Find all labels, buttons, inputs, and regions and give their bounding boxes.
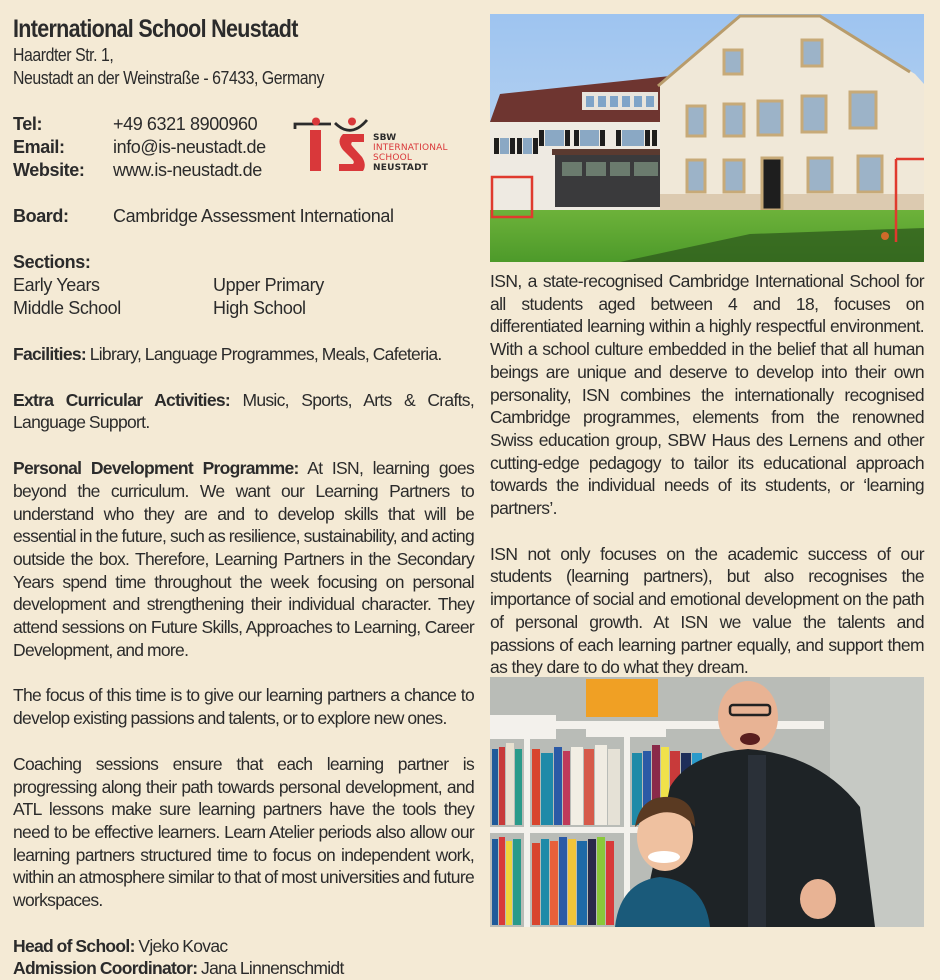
tel-value: +49 6321 8900960 xyxy=(113,114,258,134)
website-link[interactable]: www.is-neustadt.de xyxy=(113,160,262,180)
school-logo xyxy=(295,117,465,177)
coaching-paragraph: Coaching sessions ensure that each learning partner is progressing along their path towards personal development, and ATL lessons make sure learning partners have the tools they need to be effective learners. Learn Atelier periods also allow our learning partners structured time to focus on independent work, within an atmosphere similar to that of most universities and future workspaces. xyxy=(13,753,474,911)
section-item: High School xyxy=(213,298,306,318)
section-item: Middle School xyxy=(13,298,121,318)
building-image xyxy=(490,14,924,262)
section-item: Upper Primary xyxy=(213,275,324,295)
email-label: Email: xyxy=(13,137,65,157)
facilities-label: Facilities: xyxy=(13,344,87,364)
board-label: Board: xyxy=(13,206,69,226)
website-label: Website: xyxy=(13,160,85,180)
address-line-1: Haardter Str. 1, xyxy=(13,45,114,65)
head-of-school-value: Vjeko Kovac xyxy=(134,935,228,956)
logo-wordmark: SBW INTERNATIONAL SCHOOL NEUSTADT xyxy=(373,133,448,173)
section-item: Early Years xyxy=(13,275,100,295)
sections-heading: Sections: xyxy=(13,252,91,272)
facilities xyxy=(13,343,474,366)
staff-student-photo xyxy=(490,677,924,927)
school-info-column xyxy=(13,14,474,980)
contact-block xyxy=(13,113,474,182)
second-paragraph: ISN not only focuses on the academic success of our students (learning partners), but also recognises the importance of social and emotional development on the path of personal growth. At ISN we value the talents and passions of each learning partner equally, and support them as they dare to do what they dream. xyxy=(490,543,924,678)
people-image xyxy=(490,677,924,927)
admission-coordinator-value: Jana Linnenschmidt xyxy=(197,958,344,979)
extra-curricular-label: Extra Curricular Activities: xyxy=(13,389,231,410)
personal-development xyxy=(13,457,474,661)
about-column xyxy=(490,14,924,679)
personal-development-value: At ISN, learning goes beyond the curriculum. We want our Learning Partners to understand who they are and to develop skills that will be essential in the future, such as resilience, sustainability, and acting outside the box. Therefore, Learning Partners in the Secondary Years spend time throughout the week focusing on personal development and strengthening their individual character. They attend sessions on Future Skills, Approaches to Learning, Career Development, and more. xyxy=(13,458,474,660)
head-of-school xyxy=(13,935,474,958)
school-building-photo xyxy=(490,14,924,262)
email-link[interactable]: info@is-neustadt.de xyxy=(113,137,266,157)
admission-coordinator-label: Admission Coordinator: xyxy=(13,958,198,979)
facilities-value: Library, Language Programmes, Meals, Cafeteria. xyxy=(86,344,442,364)
focus-paragraph: The focus of this time is to give our learning partners a chance to develop existing passions and talents, or to explore new ones. xyxy=(13,685,474,729)
tel-label: Tel: xyxy=(13,114,43,134)
head-of-school-label: Head of School: xyxy=(13,935,135,956)
sections-list xyxy=(13,274,474,320)
board-row xyxy=(13,205,474,228)
about-text xyxy=(490,270,924,679)
address-line-2: Neustadt an der Weinstraße - 67433, Germany xyxy=(13,68,324,88)
school-name: International School Neustadt xyxy=(13,15,298,43)
personal-development-label: Personal Development Programme: xyxy=(13,458,299,479)
is-logo-icon xyxy=(295,117,371,177)
intro-paragraph: ISN, a state-recognised Cambridge International School for all students aged between 4 and 18, focuses on differentiated learning within a highly respectful environment. With a school culture embedded in the belief that all human beings are unique and deserve to develop into their own personality, ISN combines the internationally recognised Cambridge programmes, elements from the renowned Swiss education group, SBW Haus des Lernens and other cutting-edge pedagogy to tailor its educational approach towards the individual needs of its students, or ‘learning partners’. xyxy=(490,271,924,519)
extra-curricular-value: Music, Sports, Arts & Crafts, Language Support. xyxy=(13,389,474,433)
admission-coordinator xyxy=(13,957,474,980)
extra-curricular xyxy=(13,389,474,434)
board-value: Cambridge Assessment International xyxy=(113,206,394,226)
